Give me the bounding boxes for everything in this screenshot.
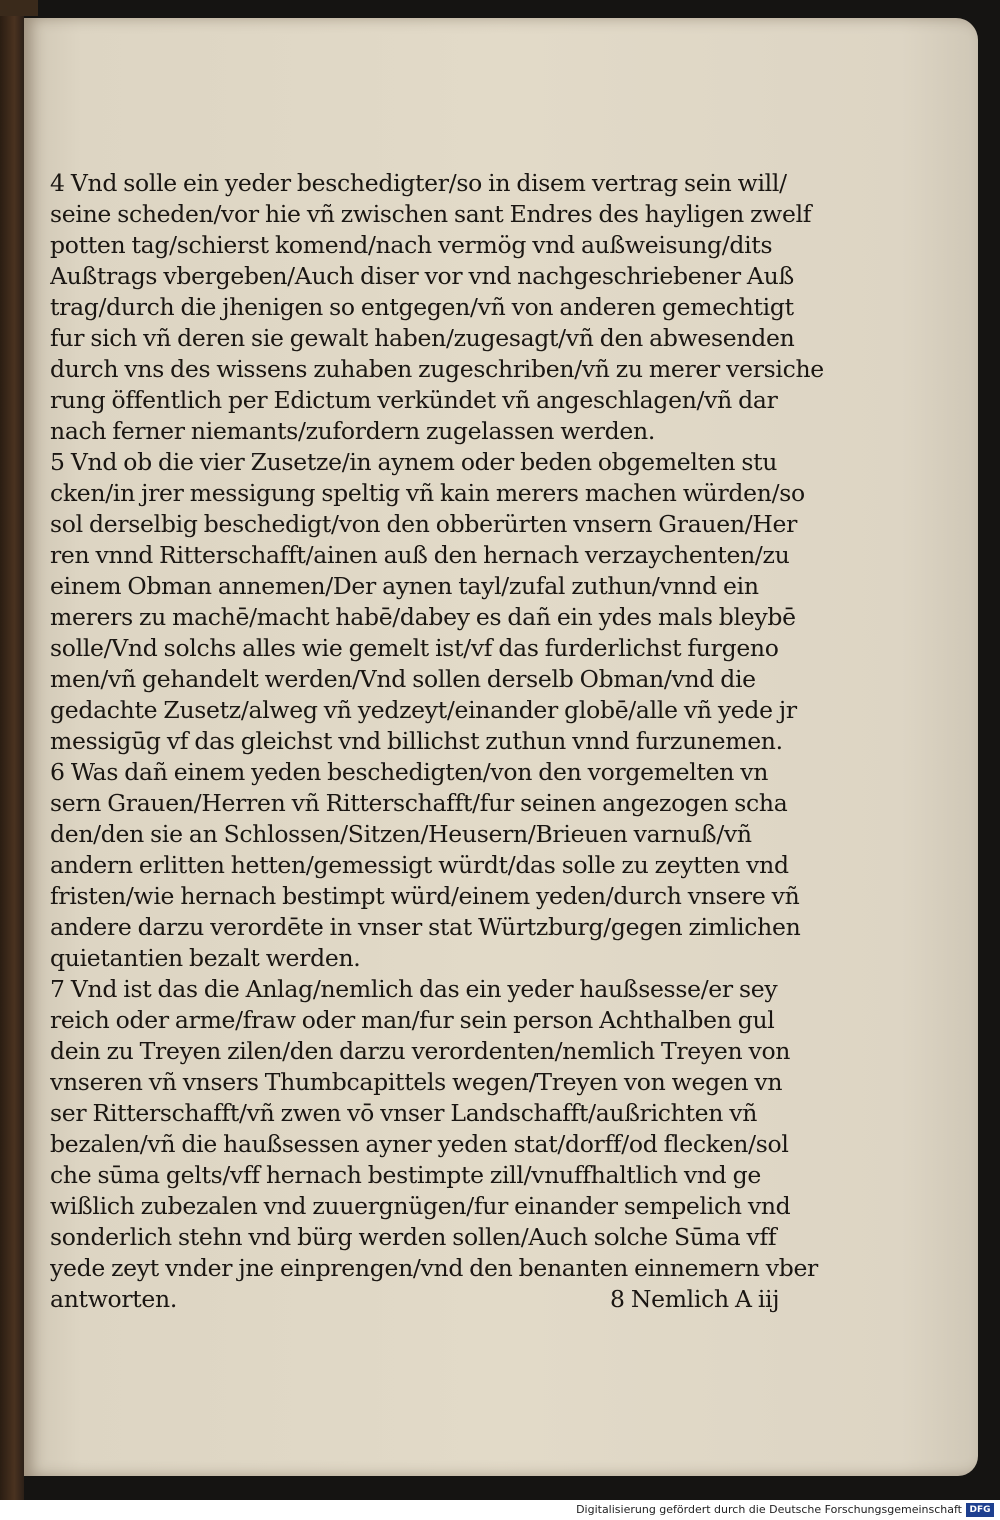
text-line: Außtrags vbergeben/Auch diser vor vnd nachgeschriebener Auß	[50, 262, 794, 290]
text-line: fristen/wie hernach bestimpt würd/einem yeden/durch vnsere vñ	[50, 882, 800, 910]
final-line	[50, 1284, 870, 1315]
text-line: cken/in jrer messigung speltig vñ kain merers machen würden/so	[50, 479, 805, 507]
text-line: trag/durch die jhenigen so entgegen/vñ von anderen gemechtigt	[50, 293, 794, 321]
catchword-signature: 8 Nemlich A iij	[610, 1285, 780, 1313]
text-line: fur sich vñ deren sie gewalt haben/zugesagt/vñ den abwesenden	[50, 324, 795, 352]
text-line: gedachte Zusetz/alweg vñ yedzeyt/einander globē/alle vñ yede jr	[50, 696, 797, 724]
text-line: 5 Vnd ob die vier Zusetze/in aynem oder beden obgemelten stu	[50, 448, 778, 476]
text-line: sern Grauen/Herren vñ Ritterschafft/fur seinen angezogen scha	[50, 789, 788, 817]
text-line: 4 Vnd solle ein yeder beschedigter/so in disem vertrag sein will/	[50, 169, 787, 197]
text-line: sol derselbig beschedigt/von den obberürten vnsern Grauen/Her	[50, 510, 798, 538]
text-line: sonderlich stehn vnd bürg werden sollen/Auch solche Sūma vff	[50, 1223, 777, 1251]
text-line: ser Ritterschafft/vñ zwen vō vnser Landschafft/außrichten vñ	[50, 1099, 758, 1127]
text-line: durch vns des wissens zuhaben zugeschriben/vñ zu merer versiche	[50, 355, 824, 383]
last-text-line: antworten.	[50, 1285, 178, 1313]
book-spine-edge	[0, 0, 24, 1500]
text-line: che sūma gelts/vff hernach bestimpte zill/vnuffhaltlich vnd ge	[50, 1161, 761, 1189]
text-line: potten tag/schierst komend/nach vermög vnd außweisung/dits	[50, 231, 773, 259]
text-line: andern erlitten hetten/gemessigt würdt/das solle zu zeytten vnd	[50, 851, 789, 879]
text-line: 6 Was dañ einem yeden beschedigten/von den vorgemelten vn	[50, 758, 769, 786]
text-line: merers zu machē/macht habē/dabey es dañ ein ydes mals bleybē	[50, 603, 796, 631]
footer-bar	[0, 1500, 1000, 1520]
dfg-credit-text: Digitalisierung gefördert durch die Deutsche Forschungsgemeinschaft	[576, 1503, 962, 1516]
text-line: wißlich zubezalen vnd zuuergnügen/fur einander sempelich vnd	[50, 1192, 791, 1220]
text-line: messigūg vf das gleichst vnd billichst zuthun vnnd furzunemen.	[50, 727, 783, 755]
book-page	[24, 18, 978, 1476]
text-line: vnseren vñ vnsers Thumbcapittels wegen/Treyen von wegen vn	[50, 1068, 783, 1096]
page-text-block	[50, 168, 870, 1315]
text-line: rung öffentlich per Edictum verkündet vñ angeschlagen/vñ dar	[50, 386, 778, 414]
text-line: nach ferner niemants/zufordern zugelassen werden.	[50, 417, 656, 445]
text-line: solle/Vnd solchs alles wie gemelt ist/vf das furderlichst furgeno	[50, 634, 779, 662]
text-line: reich oder arme/fraw oder man/fur sein person Achthalben gul	[50, 1006, 775, 1034]
text-line: 7 Vnd ist das die Anlag/nemlich das ein yeder haußsesse/er sey	[50, 975, 778, 1003]
text-line: dein zu Treyen zilen/den darzu verordenten/nemlich Treyen von	[50, 1037, 791, 1065]
dfg-logo-icon: DFG	[966, 1503, 994, 1517]
text-line: andere darzu verordēte in vnser stat Würtzburg/gegen zimlichen	[50, 913, 801, 941]
text-line: ren vnnd Ritterschafft/ainen auß den hernach verzaychenten/zu	[50, 541, 790, 569]
text-line: yede zeyt vnder jne einprengen/vnd den benanten einnemern vber	[50, 1254, 818, 1282]
text-line: bezalen/vñ die haußsessen ayner yeden stat/dorff/od flecken/sol	[50, 1130, 789, 1158]
text-line: seine scheden/vor hie vñ zwischen sant Endres des hayligen zwelf	[50, 200, 812, 228]
text-line: quietantien bezalt werden.	[50, 944, 361, 972]
text-line: men/vñ gehandelt werden/Vnd sollen derselb Obman/vnd die	[50, 665, 756, 693]
book-cover-corner	[0, 0, 38, 16]
text-line: den/den sie an Schlossen/Sitzen/Heusern/Brieuen varnuß/vñ	[50, 820, 752, 848]
text-line: einem Obman annemen/Der aynen tayl/zufal zuthun/vnnd ein	[50, 572, 759, 600]
